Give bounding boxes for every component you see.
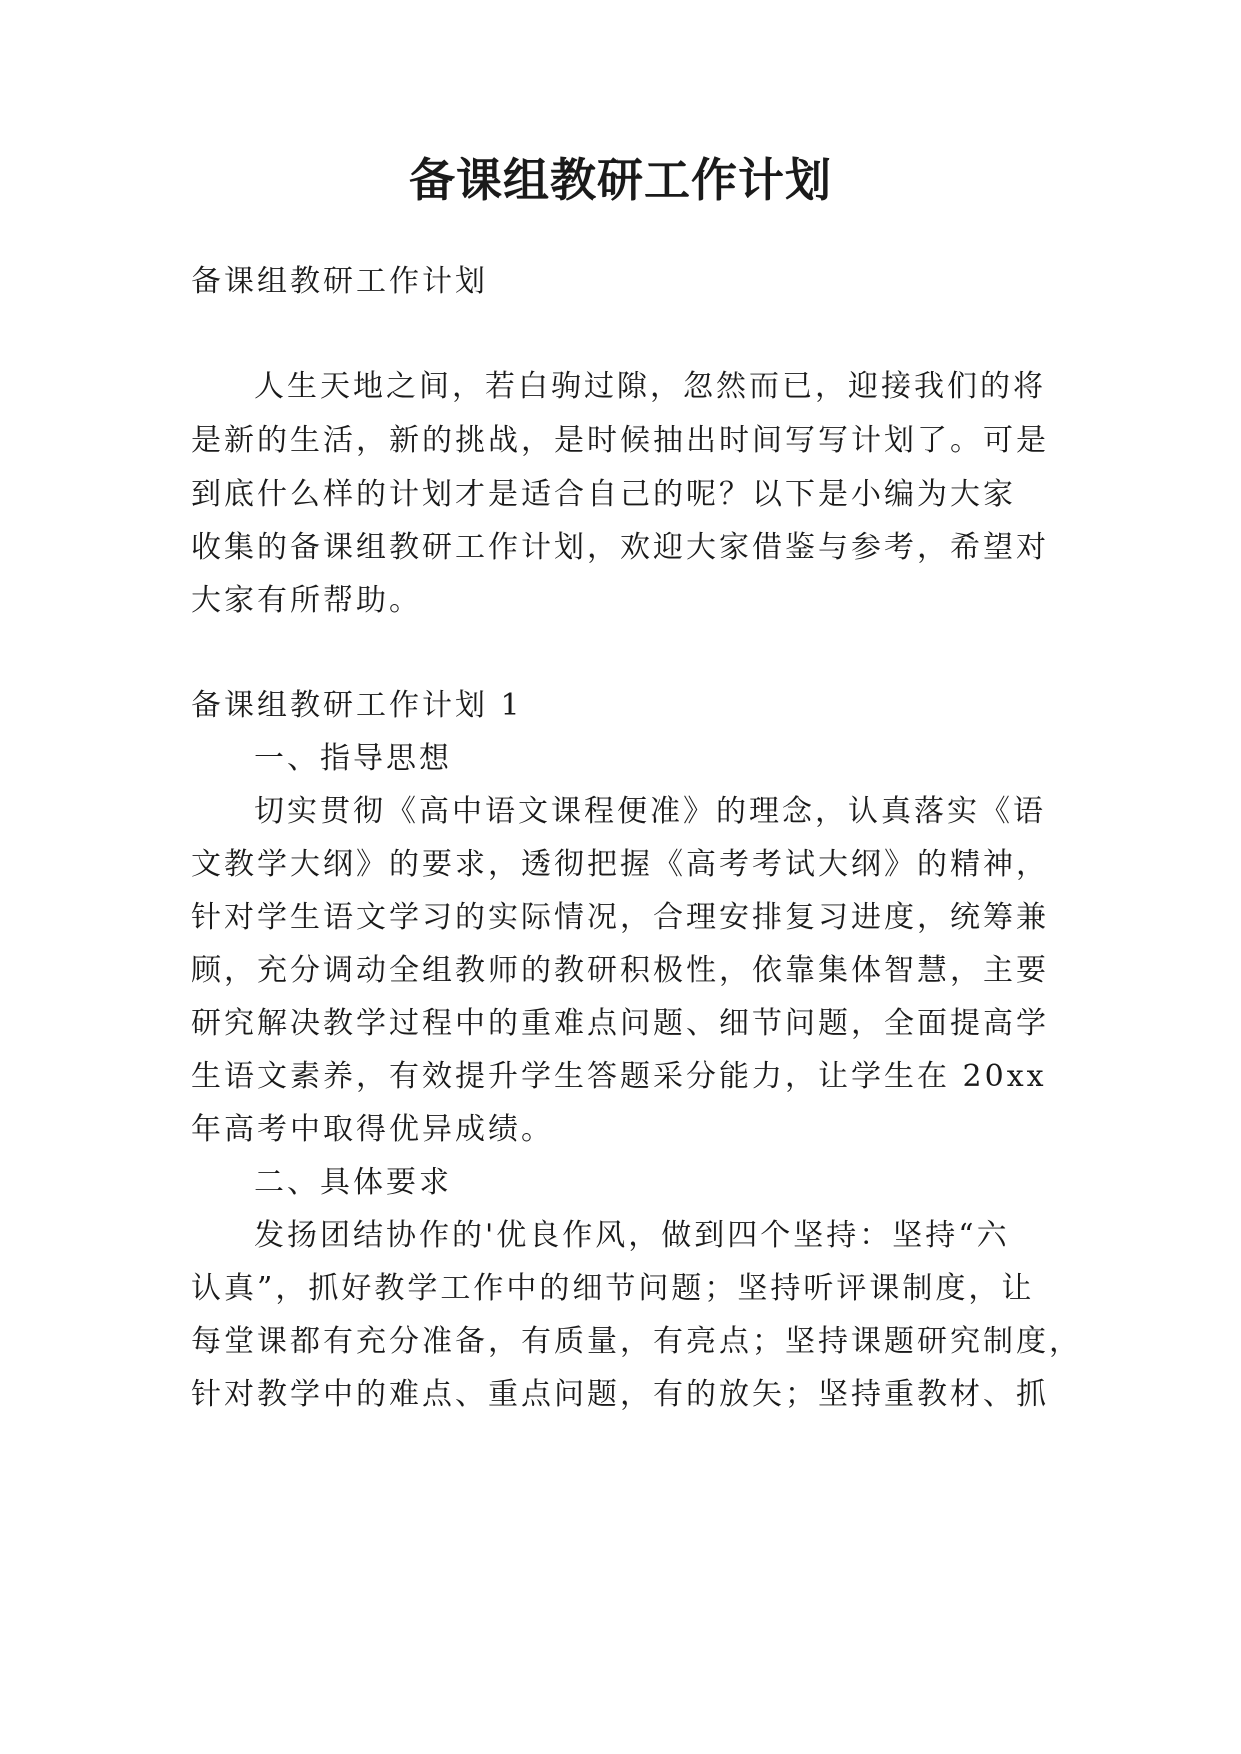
body-line: 研究解决教学过程中的重难点问题、细节问题，全面提高学: [191, 1006, 1049, 1041]
intro-line: 到底什么样的计划才是适合自己的呢？以下是小编为大家: [191, 477, 1016, 512]
body-line: 针对学生语文学习的实际情况，合理安排复习进度，统筹兼: [191, 900, 1049, 935]
body-line: 切实贯彻《高中语文课程便准》的理念，认真落实《语: [254, 794, 1046, 829]
body-line: 针对教学中的难点、重点问题，有的放矢；坚持重教材、抓: [191, 1377, 1049, 1412]
intro-line: 大家有所帮助。: [191, 583, 422, 618]
document-title: 备课组教研工作计划: [409, 153, 832, 207]
intro-line: 是新的生活，新的挑战，是时候抽出时间写写计划了。可是: [191, 423, 1049, 458]
body-line: 生语文素养，有效提升学生答题采分能力，让学生在 20xx: [191, 1059, 1047, 1094]
body-line: 认真”，抓好教学工作中的细节问题；坚持听评课制度，让: [191, 1271, 1035, 1306]
body-line: 文教学大纲》的要求，透彻把握《高考考试大纲》的精神，: [191, 847, 1049, 882]
body-line: 年高考中取得优异成绩。: [191, 1112, 554, 1147]
body-line: 顾，充分调动全组教师的教研积极性，依靠集体智慧，主要: [191, 953, 1049, 988]
body-line: 每堂课都有充分准备，有质量，有亮点；坚持课题研究制度，: [191, 1324, 1082, 1359]
section-heading: 备课组教研工作计划 1: [191, 688, 523, 723]
intro-line: 收集的备课组教研工作计划，欢迎大家借鉴与参考，希望对: [191, 530, 1049, 565]
body-line: 发扬团结协作的'优良作风，做到四个坚持：坚持“六: [254, 1218, 1010, 1253]
part-heading: 二、具体要求: [254, 1165, 452, 1200]
intro-line: 人生天地之间，若白驹过隙，忽然而已，迎接我们的将: [254, 369, 1046, 404]
document-subtitle: 备课组教研工作计划: [191, 264, 488, 299]
part-heading: 一、指导思想: [254, 741, 452, 776]
